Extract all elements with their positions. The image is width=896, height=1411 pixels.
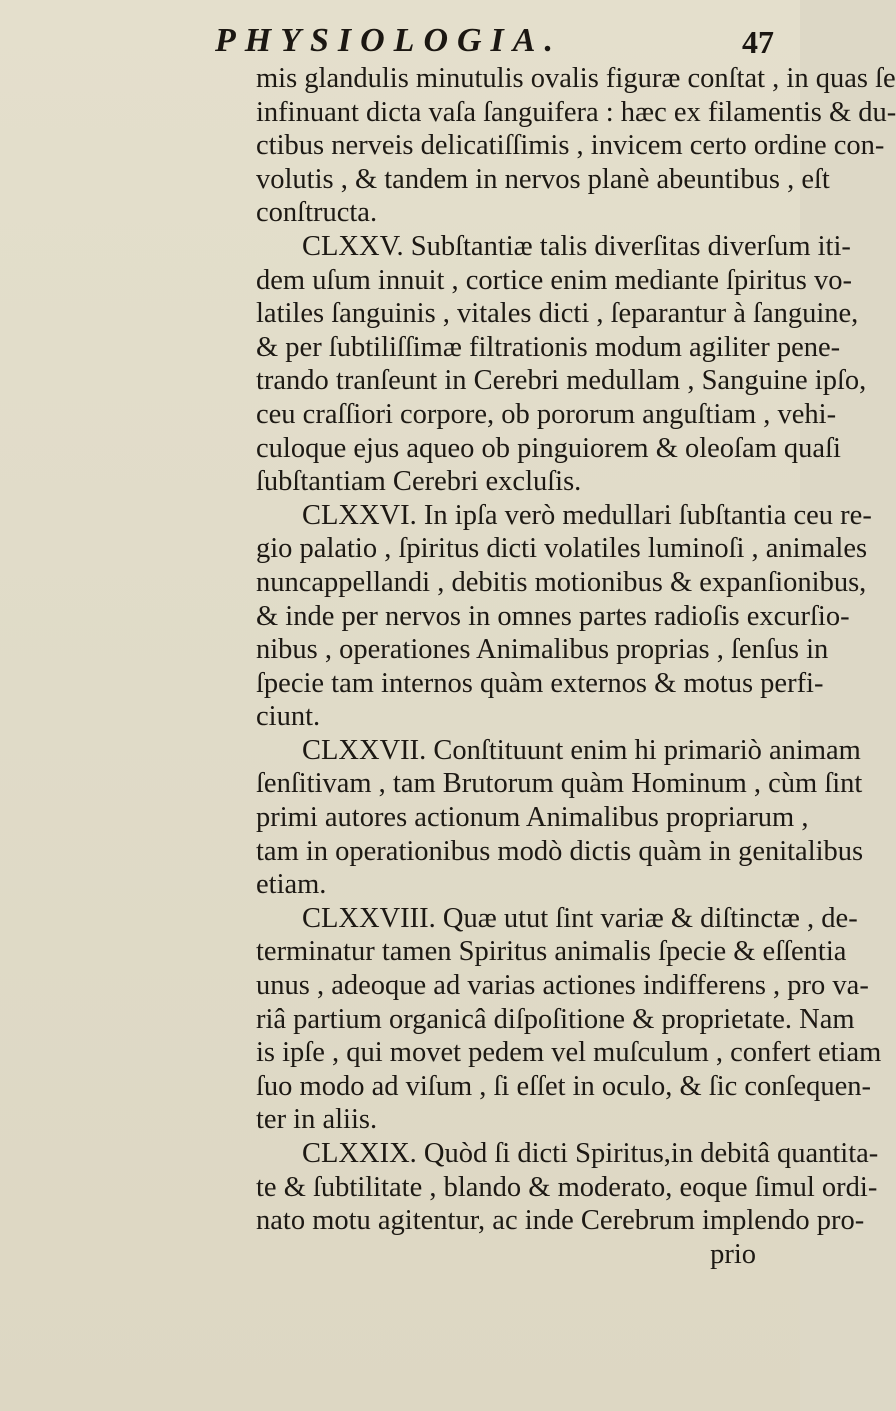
text-line: ctibus nerveis delicatiſſimis , invicem certo ordine con- (256, 130, 885, 162)
section-first-line: CLXXVI. In ipſa verò medullari ſubſtantia ceu re- (302, 499, 872, 531)
text-line: unus , adeoque ad varias actiones indifferens , pro va- (256, 970, 869, 1002)
catchword: prio (710, 1238, 756, 1270)
text-line: nuncappellandi , debitis motionibus & expanſionibus, (256, 566, 867, 598)
text-line: terminatur tamen Spiritus animalis ſpecie & eſſentia (256, 936, 847, 968)
text-line: ſuo modo ad viſum , ſi eſſet in oculo, & ſic conſequen- (256, 1070, 872, 1102)
text-line: culoque ejus aqueo ob pinguiorem & oleoſam quaſi (256, 432, 841, 464)
text-line: primi autores actionum Animalibus propriarum , (256, 802, 809, 834)
text-line: tam in operationibus modò dictis quàm in genitalibus (256, 835, 864, 867)
text-line: mis glandulis minutulis ovalis figuræ conſtat , in quas ſe (256, 63, 896, 94)
text-line: gio palatio , ſpiritus dicti volatiles luminoſi , animales (256, 533, 868, 565)
text-line: ſpecie tam internos quàm externos & motus perfi- (256, 667, 824, 699)
text-line: & inde per nervos in omnes partes radioſis excurſio- (256, 600, 850, 632)
page-header (0, 22, 800, 62)
text-line: conſtructa. (256, 197, 378, 229)
body-text (256, 62, 896, 1271)
text-line: te & ſubtilitate , blando & moderato, eoque ſimul ordi- (256, 1171, 878, 1203)
text-line: is ipſe , qui movet pedem vel muſculum , confert etiam (256, 1037, 882, 1069)
text-line: etiam. (256, 869, 327, 901)
section-first-line: CLXXIX. Quòd ſi dicti Spiritus,in debitâ quantita- (302, 1138, 879, 1169)
text-line: trando tranſeunt in Cerebri medullam , Sanguine ipſo, (256, 365, 867, 397)
text-line: infinuant dicta vaſa ſanguifera : hæc ex filamentis & du- (256, 96, 896, 128)
text-line: ciunt. (256, 701, 321, 733)
text-line: ter in aliis. (256, 1104, 378, 1136)
section-first-line: CLXXVIII. Quæ utut ſint variæ & diſtinctæ , de- (302, 902, 858, 934)
text-line: volutis , & tandem in nervos planè abeuntibus , eſt (256, 163, 830, 195)
text-line: ſubſtantiam Cerebri excluſis. (256, 466, 582, 498)
text-line: ſenſitivam , tam Brutorum quàm Hominum , cùm ſint (256, 768, 863, 800)
text-line: latiles ſanguinis , vitales dicti , ſeparantur à ſanguine, (256, 298, 859, 330)
text-line: nato motu agitentur, ac inde Cerebrum implendo pro- (256, 1205, 865, 1237)
page-number: 47 (742, 24, 774, 60)
text-line: dem uſum innuit , cortice enim mediante ſpiritus vo- (256, 264, 852, 296)
text-line: ceu craſſiori corpore, ob pororum anguſtiam , vehi- (256, 398, 837, 430)
section-first-line: CLXXV. Subſtantiæ talis diverſitas diverſum iti- (302, 230, 851, 262)
text-line: nibus , operationes Animalibus proprias , ſenſus in (256, 634, 829, 666)
section-first-line: CLXXVII. Conſtituunt enim hi primariò animam (302, 734, 861, 766)
running-title: PHYSIOLOGIA. (215, 22, 562, 59)
text-line: & per ſubtiliſſimæ filtrationis modum agiliter pene- (256, 331, 841, 363)
text-line: riâ partium organicâ diſpoſitione & proprietate. Nam (256, 1003, 855, 1035)
